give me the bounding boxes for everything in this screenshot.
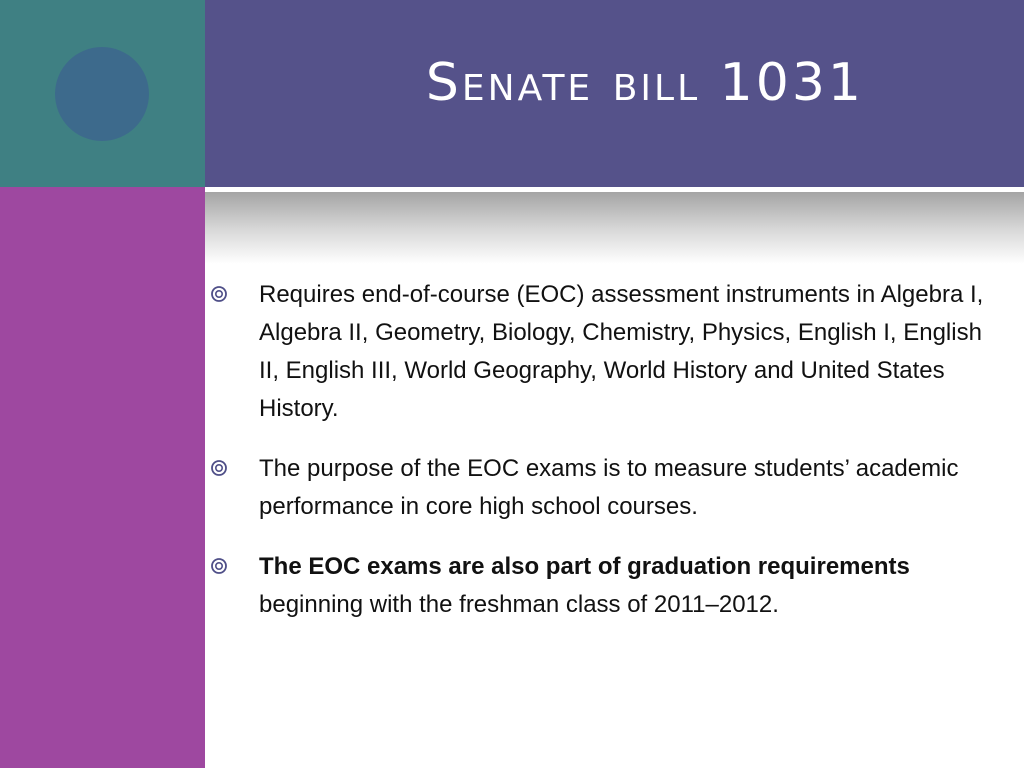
bullet-item <box>207 450 1007 526</box>
concentric-circle-bullet-icon <box>209 284 229 304</box>
bullet-text: The purpose of the EOC exams is to measure students’ academic performance in core high school courses. <box>259 455 959 520</box>
decorative-circle <box>55 47 149 141</box>
bullet-item <box>207 548 1007 624</box>
left-sidebar-strip <box>0 187 205 768</box>
bullet-list <box>207 276 1007 646</box>
bullet-text: beginning with the freshman class of 2011–2012. <box>259 591 779 618</box>
bullet-item <box>207 276 1007 428</box>
gradient-band <box>205 192 1024 264</box>
concentric-circle-bullet-icon <box>209 458 229 478</box>
bullet-text: Requires end-of-course (EOC) assessment instruments in Algebra I, Algebra II, Geometry, Biology, Chemistry, Physics, English I, English II, English III, World Geography, World History and United States History. <box>259 281 984 422</box>
slide-title: Senate bill 1031 <box>425 53 864 113</box>
title-bar <box>205 0 1024 187</box>
corner-decoration <box>0 0 205 187</box>
concentric-circle-bullet-icon <box>209 556 229 576</box>
bullet-bold-text: The EOC exams are also part of graduation requirements <box>259 553 910 580</box>
